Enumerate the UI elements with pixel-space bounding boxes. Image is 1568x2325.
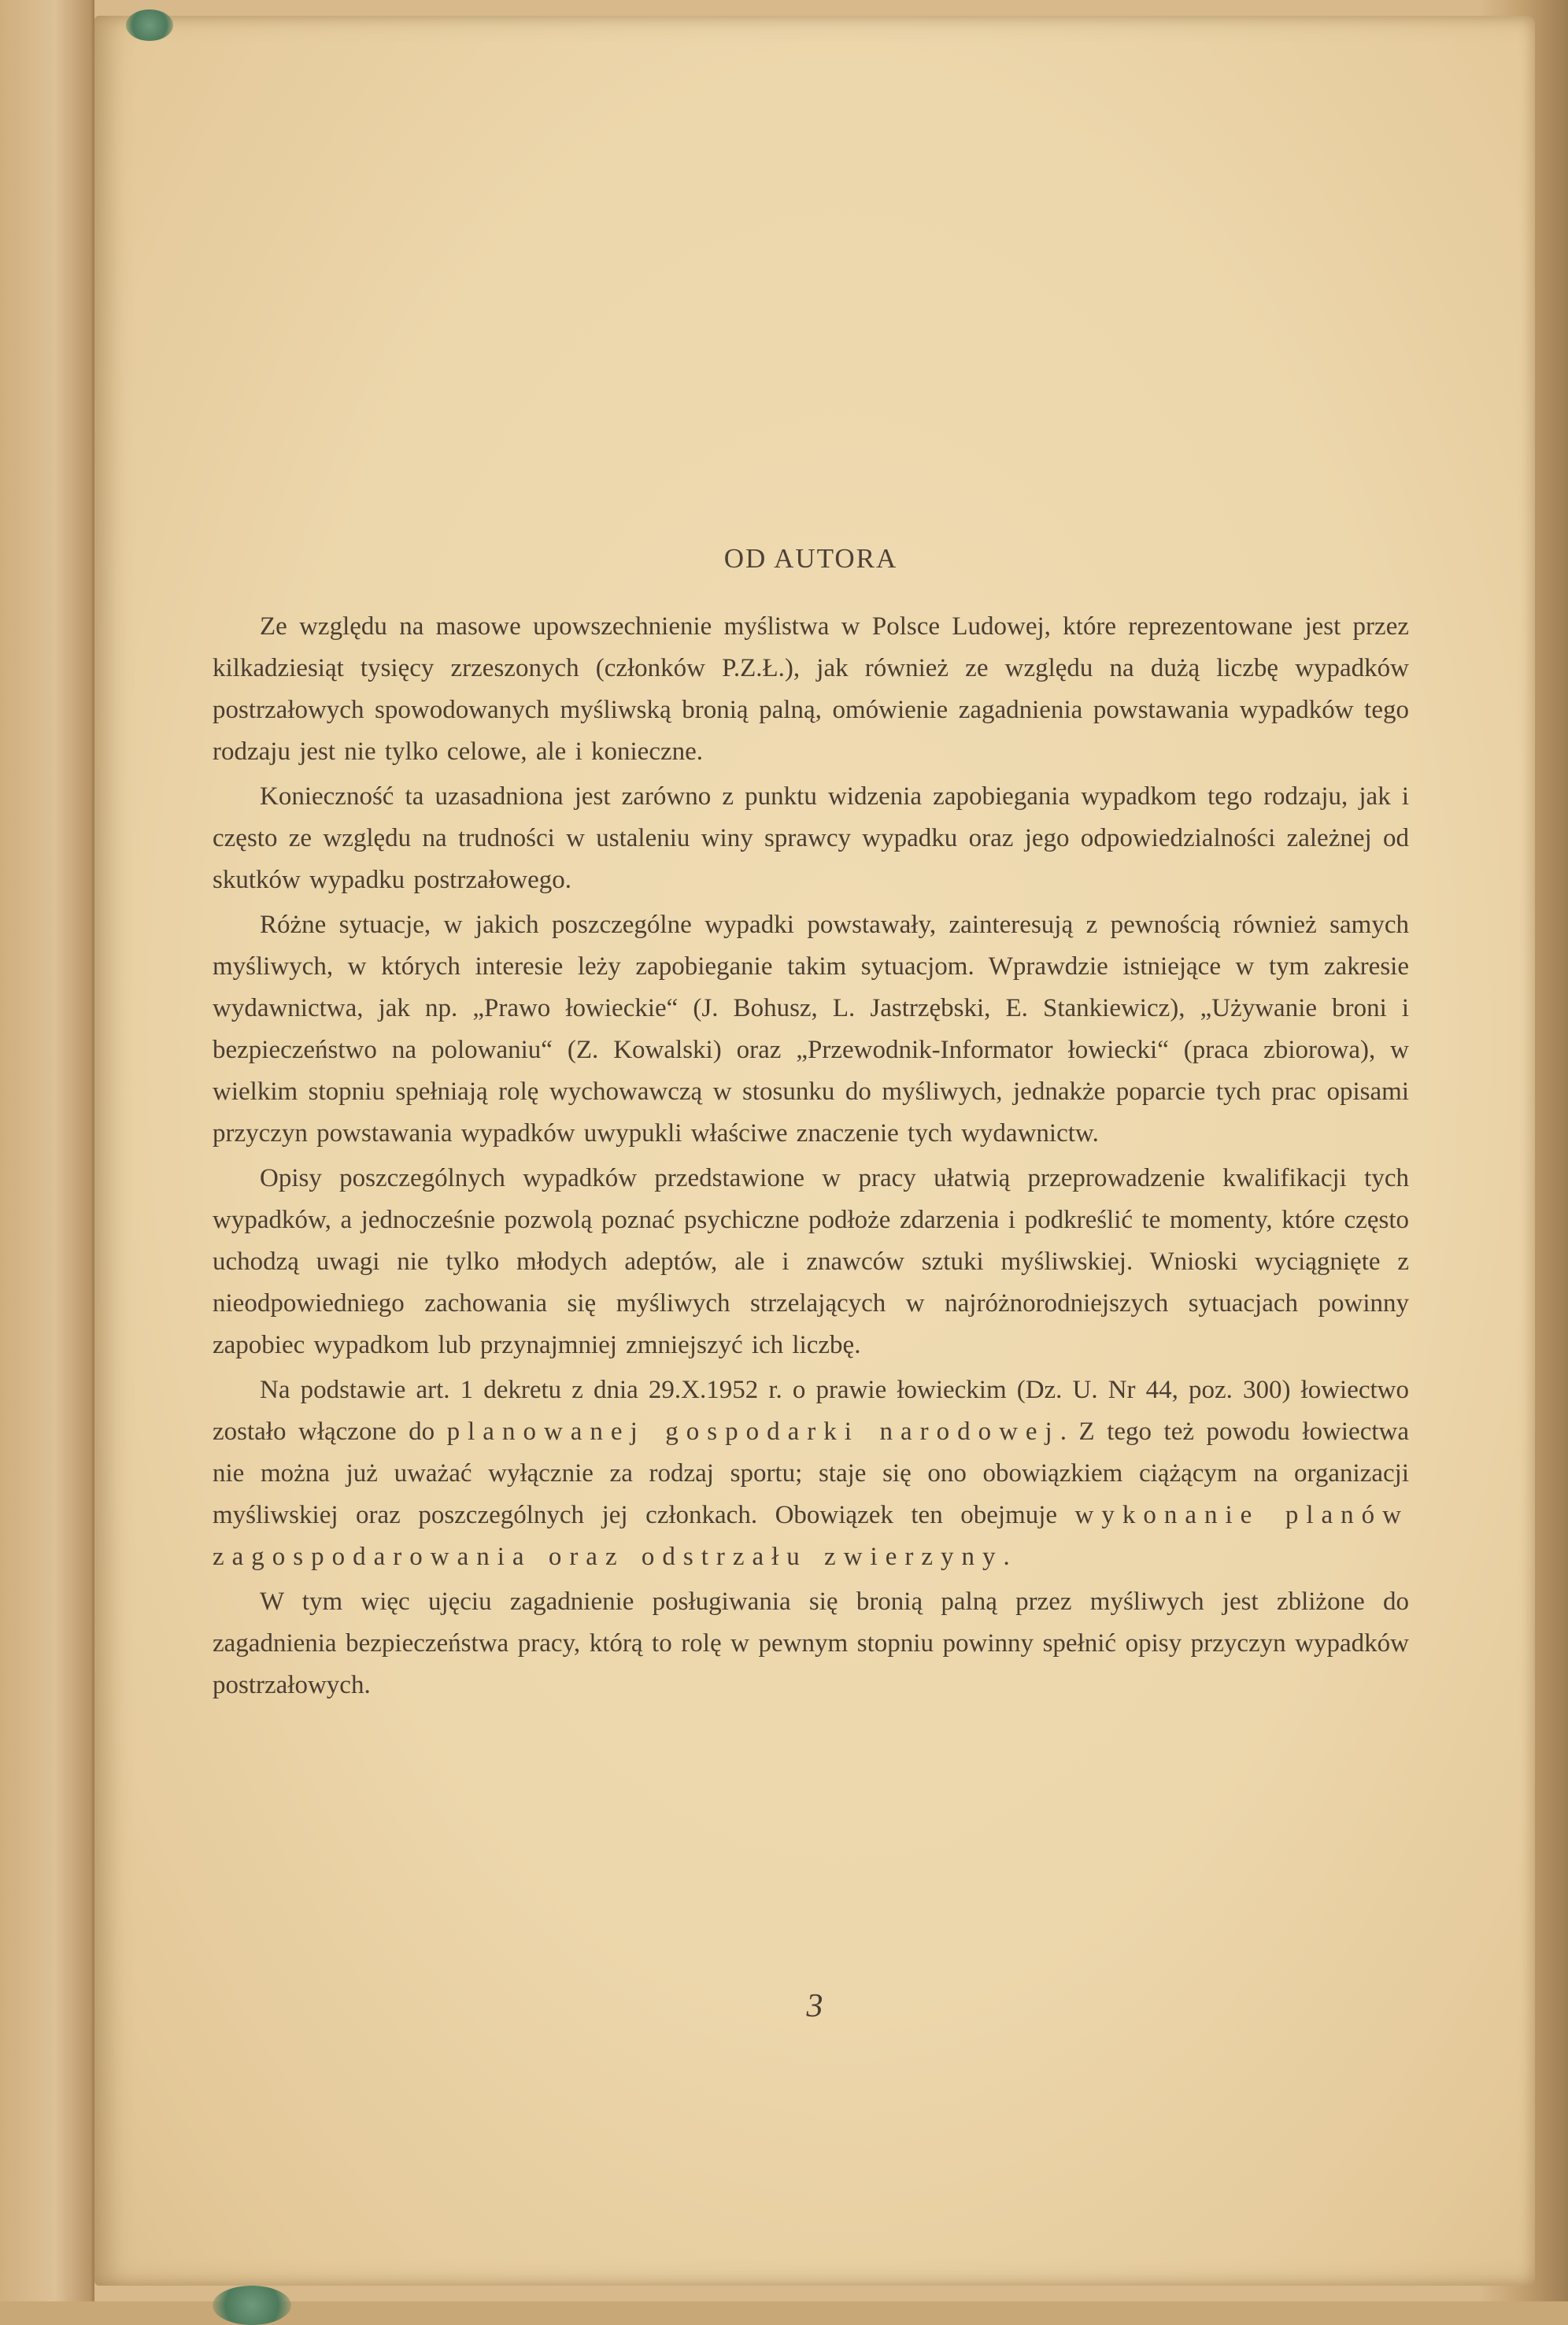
binding-thread [126,9,173,41]
text-run: Opisy poszczególnych wypadków przedstawione w pracy ułatwią przeprowadzenie kwalifikacji tych wypadków, a jednocześnie pozwolą poznać psychiczne podłoże zdarzenia i podkreślić te momenty, które często uchodzą uwagi nie tylko młodych adeptów, ale i znawców sztuki myśliwskiej. Wnioski wyciągnięte z nieodpowiedniego zachowania się myśliwych strzelających w najróżnorodniejszych sytuacjach powinny zapobiec wypadkom lub przynajmniej zmniejszyć ich liczbę. [213,1164,1409,1359]
binding-thread [213,2286,291,2325]
text-run: Na podstawie art. 1 dekretu z dnia 29.X.1952 r. o prawie łowieckim (Dz. U. Nr 44, poz. 300) łowiectwo zostało włączone do [213,1376,1409,1446]
text-run: Ze względu na masowe upowszechnienie myślistwa w Polsce Ludowej, które reprezentowane jest przez kilkadziesiąt tysięcy zrzeszonych (członków P.Z.Ł.), jak również ze względu na dużą liczbę wypadków postrzałowych spowodowanych myśliwską bronią palną, omówienie zagadnienia powstawania wypadków tego rodzaju jest nie tylko celowe, ale i konieczne. [213,612,1409,766]
text-run: W tym więc ujęciu zagadnienie posługiwania się bronią palną przez myśliwych jest zbliżone do zagadnienia bezpieczeństwa pracy, którą to rolę w pewnym stopniu powinny spełnić opisy przyczyn wypadków postrzałowych. [213,1588,1409,1699]
text-run: Różne sytuacje, w jakich poszczególne wypadki powstawały, zainteresują z pewnością również samych myśliwych, w których interesie leży zapobieganie takim sytuacjom. Wprawdzie istniejące w tym zakresie wydawnictwa, jak np. „Prawo łowieckie“ (J. Bohusz, L. Jastrzębski, E. Stankiewicz), „Używanie broni i bezpieczeństwo na polowaniu“ (Z. Kowalski) oraz „Przewodnik-Informator łowiecki“ (praca zbiorowa), w wielkim stopniu spełniają rolę wychowawczą w stosunku do myśliwych, jednakże poparcie tych prac opisami przyczyn powstawania wypadków uwypukli właściwe znaczenie tych wydawnictw. [213,911,1409,1148]
page-number: 3 [806,1988,823,2024]
paragraph [213,776,1409,901]
previous-page-edge [0,0,94,2301]
page-content [213,543,1409,1710]
text-run: . Z tego też powodu łowiectwa nie można już uważać wyłącznie za rodzaj sportu; staje się ono obowiązkiem ciążącym na organizacji myśliwskiej oraz poszczególnych jej członkach. Obowiązek ten obejmuje [213,1418,1409,1529]
text-run: . [1003,1543,1010,1571]
body-text [213,606,1409,1706]
text-run: Konieczność ta uzasadniona jest zarówno z punktu widzenia zapobiegania wypadkom tego rodzaju, jak i często ze względu na trudności w ustaleniu winy sprawcy wypadku oraz jego odpowiedzialności zależnej od skutków wypadku postrzałowego. [213,782,1409,894]
paragraph [213,1369,1409,1578]
spaced-emphasis: planowanej gospodarki narodowej [446,1418,1060,1446]
paragraph [213,904,1409,1155]
paragraph [213,1158,1409,1366]
paragraph [213,1581,1409,1706]
paragraph [213,606,1409,773]
page-heading: OD AUTORA [723,543,898,574]
spaced-emphasis: wykonanie planów zagospodarowania oraz odstrzału zwierzyny [213,1501,1409,1571]
book-page [94,16,1535,2286]
